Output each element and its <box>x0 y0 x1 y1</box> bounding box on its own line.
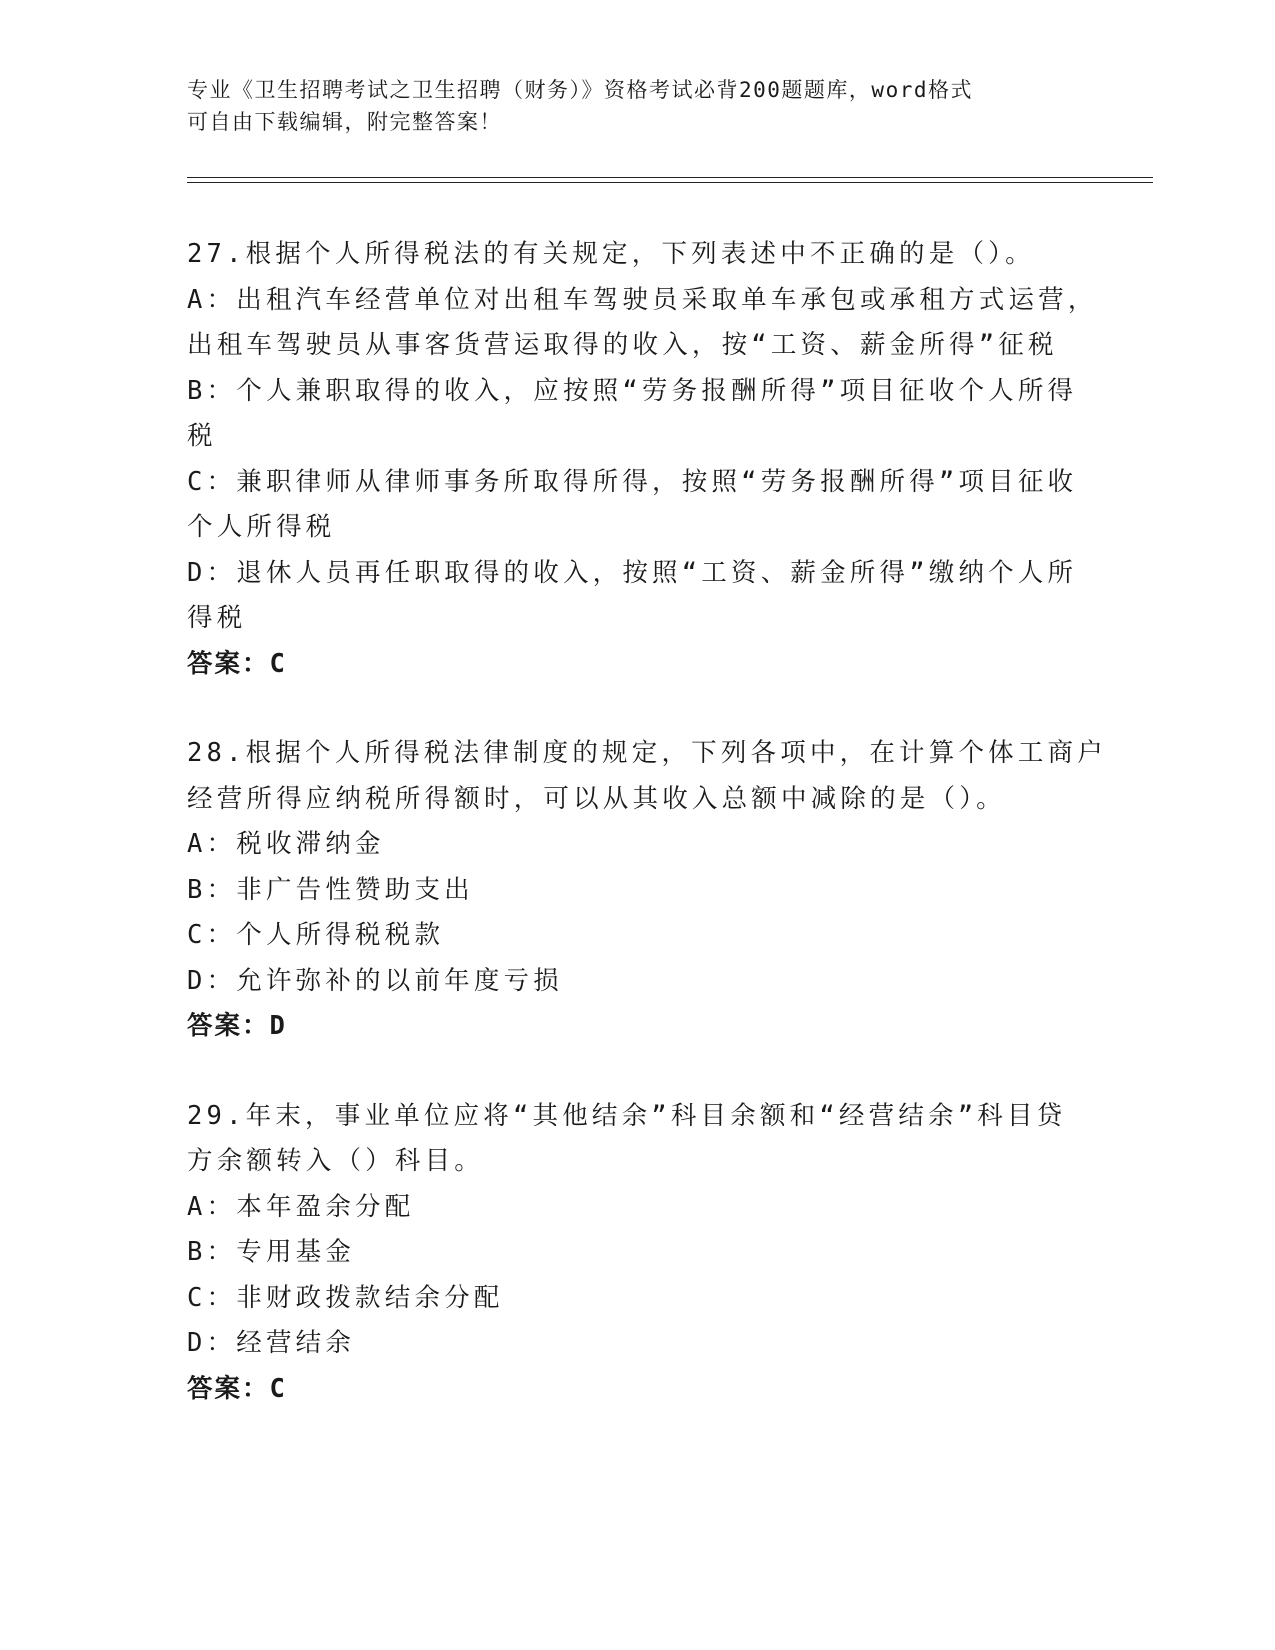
document-header <box>187 74 1067 138</box>
question-stem: 29.年末，事业单位应将“其他结余”科目余额和“经营结余”科目贷 <box>187 1100 1067 1131</box>
question-stem-cont: 经营所得应纳税所得额时，可以从其收入总额中减除的是（）。 <box>187 783 1006 814</box>
question-stem-cont: 方余额转入（）科目。 <box>187 1146 485 1176</box>
header-line-2: 可自由下载编辑，附完整答案！ <box>187 110 502 134</box>
question-list <box>187 232 1107 1456</box>
answer: 答案：C <box>187 1373 287 1404</box>
option-c: C：个人所得税税款 <box>187 920 445 950</box>
question-stem: 28.根据个人所得税法律制度的规定，下列各项中，在计算个体工商户 <box>187 738 1107 768</box>
header-divider-bottom <box>187 182 1153 183</box>
header-divider-top <box>187 177 1153 178</box>
question-29 <box>187 1094 1087 1413</box>
option-b: B：专用基金 <box>187 1237 356 1267</box>
option-d: D：允许弥补的以前年度亏损 <box>187 965 563 996</box>
header-line-1: 专业《卫生招聘考试之卫生招聘（财务）》资格考试必背200题题库，word格式 <box>187 78 973 102</box>
option-a: A：税收滞纳金 <box>187 829 385 859</box>
option-d: D：经营结余 <box>187 1328 356 1358</box>
option-b-cont: 税 <box>187 421 217 451</box>
question-28 <box>187 731 1107 1050</box>
option-b: B：个人兼职取得的收入，应按照“劳务报酬所得”项目征收个人所得 <box>187 375 1078 406</box>
option-a: A：本年盈余分配 <box>187 1191 415 1222</box>
option-c: C：兼职律师从律师事务所取得所得，按照“劳务报酬所得”项目征收 <box>187 466 1078 497</box>
option-c-cont: 个人所得税 <box>187 512 336 542</box>
option-d-cont: 得税 <box>187 603 247 633</box>
answer: 答案：C <box>187 648 287 679</box>
option-d: D：退休人员再任职取得的收入，按照“工资、薪金所得”缴纳个人所 <box>187 557 1078 588</box>
question-stem: 27.根据个人所得税法的有关规定，下列表述中不正确的是（）。 <box>187 239 1035 269</box>
answer: 答案：D <box>187 1011 287 1041</box>
option-b: B：非广告性赞助支出 <box>187 874 474 905</box>
option-a-cont: 出租车驾驶员从事客货营运取得的收入，按“工资、薪金所得”征税 <box>187 330 1058 360</box>
option-a: A：出租汽车经营单位对出租车驾驶员采取单车承包或承租方式运营， <box>187 284 1098 315</box>
option-c: C：非财政拨款结余分配 <box>187 1282 504 1313</box>
question-27 <box>187 232 1098 687</box>
